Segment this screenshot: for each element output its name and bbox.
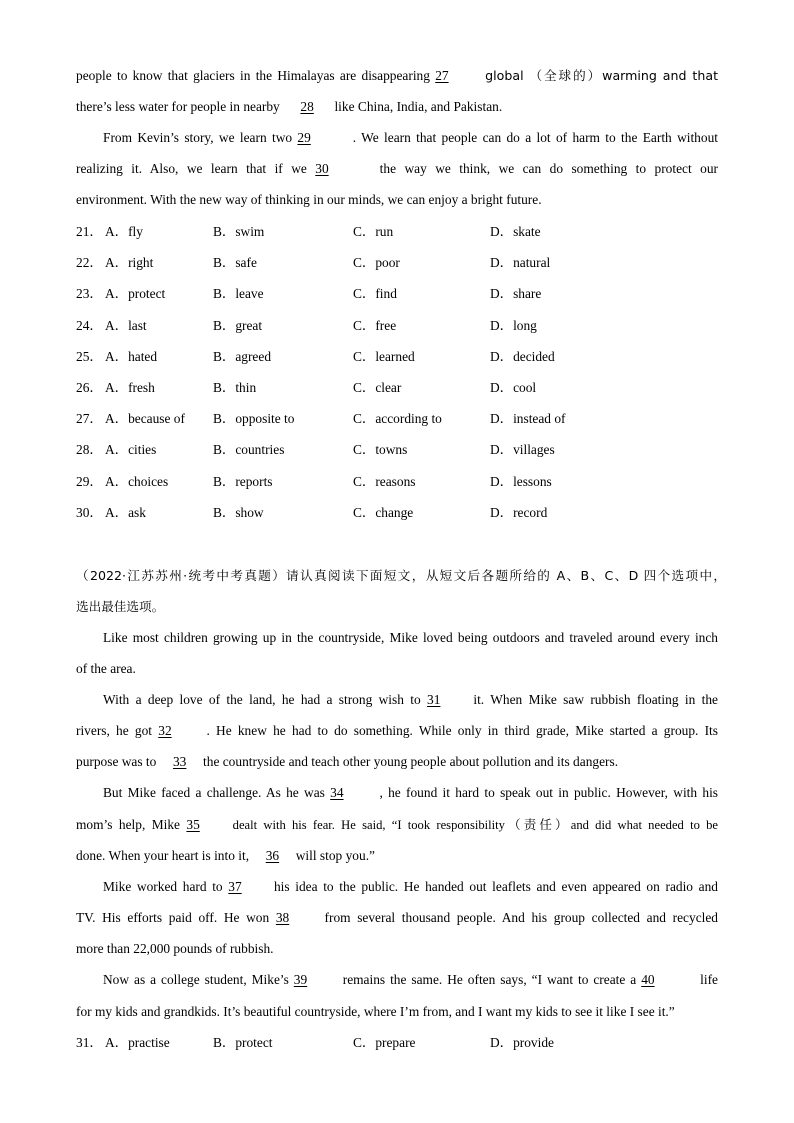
- option-a[interactable]: [105, 1033, 170, 1053]
- option-text: reasons: [375, 473, 416, 489]
- option-d[interactable]: [490, 1033, 554, 1053]
- option-d[interactable]: [490, 472, 552, 492]
- option-letter: B．: [213, 411, 236, 427]
- option-d[interactable]: [490, 440, 555, 460]
- option-letter: D．: [490, 411, 514, 427]
- option-a[interactable]: [105, 253, 153, 273]
- option-text: right: [128, 255, 154, 271]
- option-d[interactable]: [490, 378, 536, 398]
- option-text: cool: [513, 380, 537, 395]
- option-a[interactable]: [105, 284, 165, 304]
- option-text: show: [235, 504, 264, 520]
- option-text: towns: [375, 442, 408, 458]
- option-letter: B．: [213, 504, 236, 520]
- passage2-p4-line2: TV. His efforts paid off. He won 38 from several thousand people. And his group collected and recycled: [76, 908, 718, 928]
- option-letter: D．: [490, 380, 514, 395]
- option-c[interactable]: [353, 1033, 415, 1053]
- option-b[interactable]: [213, 222, 264, 242]
- passage2-p3-line3: done. When your heart is into it, 36 will stop you.”: [76, 846, 718, 866]
- option-letter: B．: [213, 255, 236, 271]
- passage2-p3-line1: But Mike faced a challenge. As he was 34 , he found it hard to speak out in public. However, with his: [103, 783, 718, 803]
- passage2-p1-line1: Like most children growing up in the countryside, Mike loved being outdoors and traveled around every inch: [103, 630, 718, 645]
- question-number: 23．: [76, 286, 103, 302]
- option-a[interactable]: [105, 472, 168, 492]
- passage1-line1: people to know that glaciers in the Himalayas are disappearing 27 global （全球的）warming and that: [76, 66, 718, 86]
- option-text: find: [375, 286, 397, 302]
- passage2-p5-line2: for my kids and grandkids. It’s beautiful countryside, where I’m from, and I want my kids to see it like I see it.”: [76, 1004, 675, 1019]
- blank-36: 36: [265, 848, 280, 863]
- blank-37: 37: [228, 879, 242, 894]
- option-text: ask: [128, 504, 146, 520]
- option-text: countries: [235, 442, 285, 458]
- passage1-para2-line3: environment. With the new way of thinking in our minds, we can enjoy a bright future.: [76, 192, 542, 207]
- option-a[interactable]: [105, 347, 157, 367]
- section2-header-line1: （2022·江苏苏州·统考中考真题）请认真阅读下面短文，从短文后各题所给的 A、B、C、D 四个选项中，: [76, 568, 726, 583]
- option-letter: C．: [353, 473, 376, 489]
- option-text: lessons: [513, 473, 552, 489]
- option-text: change: [375, 504, 414, 520]
- option-text: choices: [128, 473, 169, 489]
- option-b[interactable]: [213, 347, 271, 367]
- option-b[interactable]: [213, 503, 264, 523]
- option-c[interactable]: [353, 409, 442, 429]
- option-letter: D．: [490, 348, 514, 364]
- option-letter: A．: [105, 442, 129, 458]
- blank-34: 34: [330, 785, 344, 800]
- option-b[interactable]: [213, 409, 294, 429]
- option-letter: B．: [213, 1035, 236, 1050]
- passage2-p4-line3: more than 22,000 pounds of rubbish.: [76, 941, 274, 956]
- option-text: decided: [513, 348, 555, 364]
- passage2-p4-line1: Mike worked hard to 37 his idea to the public. He handed out leaflets and even appeared on radio and: [103, 877, 718, 897]
- passage1-para2-line2: realizing it. Also, we learn that if we 30 the way we think, we can do something to protect our: [76, 159, 718, 179]
- option-letter: D．: [490, 1035, 514, 1050]
- option-a[interactable]: [105, 440, 156, 460]
- option-text: long: [513, 317, 537, 333]
- option-c[interactable]: [353, 378, 401, 398]
- option-letter: A．: [105, 255, 129, 271]
- option-letter: A．: [105, 1035, 129, 1050]
- option-b[interactable]: [213, 440, 284, 460]
- passage2-p2-line3: purpose was to 33 the countryside and teach other young people about pollution and its dangers.: [76, 752, 718, 772]
- blank-40: 40: [641, 972, 655, 987]
- option-letter: C．: [353, 442, 376, 458]
- question-number: 31．: [76, 1035, 103, 1050]
- option-a[interactable]: [105, 222, 143, 242]
- option-text: protect: [128, 286, 166, 302]
- option-letter: B．: [213, 286, 236, 302]
- option-text: poor: [375, 255, 400, 271]
- option-a[interactable]: [105, 503, 146, 523]
- option-letter: D．: [490, 286, 514, 302]
- passage1-line2: there’s less water for people in nearby 28 like China, India, and Pakistan.: [76, 97, 718, 117]
- option-c[interactable]: [353, 440, 407, 460]
- option-text: thin: [235, 380, 257, 395]
- blank-29: 29: [297, 130, 311, 145]
- option-b[interactable]: [213, 253, 257, 273]
- option-text: opposite to: [235, 411, 295, 427]
- blank-33: 33: [172, 754, 187, 769]
- option-letter: D．: [490, 504, 514, 520]
- option-text: hated: [128, 348, 158, 364]
- option-letter: B．: [213, 473, 236, 489]
- option-a[interactable]: [105, 409, 185, 429]
- option-b[interactable]: [213, 378, 256, 398]
- option-letter: A．: [105, 348, 129, 364]
- option-text: according to: [375, 411, 442, 427]
- option-text: clear: [375, 380, 402, 395]
- option-letter: A．: [105, 317, 129, 333]
- option-text: provide: [513, 1035, 554, 1050]
- option-letter: B．: [213, 317, 236, 333]
- option-text: fresh: [128, 380, 155, 395]
- blank-27: 27: [435, 68, 449, 83]
- option-letter: C．: [353, 1035, 376, 1050]
- option-b[interactable]: [213, 1033, 273, 1053]
- option-text: swim: [235, 224, 265, 239]
- passage2-p5-line1: Now as a college student, Mike’s 39 remains the same. He often says, “I want to create a 40 life: [103, 970, 718, 990]
- question-number: 28．: [76, 442, 103, 458]
- option-text: skate: [513, 224, 541, 239]
- option-letter: A．: [105, 504, 129, 520]
- question-number: 27．: [76, 411, 103, 427]
- option-c[interactable]: [353, 503, 413, 523]
- option-letter: C．: [353, 224, 376, 239]
- option-text: record: [513, 504, 548, 520]
- option-text: reports: [235, 473, 273, 489]
- option-letter: A．: [105, 380, 129, 395]
- question-number: 25．: [76, 348, 103, 364]
- option-b[interactable]: [213, 472, 273, 492]
- option-letter: B．: [213, 348, 236, 364]
- option-text: natural: [513, 255, 551, 271]
- option-letter: A．: [105, 473, 129, 489]
- option-letter: B．: [213, 442, 236, 458]
- option-text: because of: [128, 411, 185, 427]
- option-text: great: [235, 317, 263, 333]
- blank-32: 32: [158, 723, 172, 738]
- question-number: 21．: [76, 224, 103, 239]
- option-c[interactable]: [353, 222, 393, 242]
- option-a[interactable]: [105, 378, 155, 398]
- question-number: 30．: [76, 504, 103, 520]
- option-d[interactable]: [490, 222, 541, 242]
- question-number: 26．: [76, 380, 103, 395]
- option-text: prepare: [375, 1035, 416, 1050]
- blank-39: 39: [293, 972, 308, 987]
- option-letter: C．: [353, 255, 376, 271]
- question-number: 29．: [76, 473, 103, 489]
- option-text: last: [128, 317, 147, 333]
- option-c[interactable]: [353, 253, 400, 273]
- option-letter: A．: [105, 286, 129, 302]
- option-text: run: [375, 224, 394, 239]
- blank-28: 28: [300, 99, 314, 114]
- option-b[interactable]: [213, 316, 262, 336]
- option-a[interactable]: [105, 316, 147, 336]
- option-letter: D．: [490, 317, 514, 333]
- option-d[interactable]: [490, 347, 555, 367]
- blank-35: 35: [186, 817, 200, 832]
- option-letter: A．: [105, 411, 129, 427]
- option-letter: D．: [490, 473, 514, 489]
- option-letter: B．: [213, 380, 236, 395]
- option-text: leave: [235, 286, 264, 302]
- option-letter: D．: [490, 442, 514, 458]
- option-c[interactable]: [353, 316, 396, 336]
- option-letter: B．: [213, 224, 236, 239]
- option-d[interactable]: [490, 503, 547, 523]
- option-letter: C．: [353, 504, 376, 520]
- option-text: villages: [513, 442, 555, 458]
- option-letter: C．: [353, 286, 376, 302]
- option-text: protect: [235, 1035, 273, 1050]
- option-letter: C．: [353, 380, 376, 395]
- option-d[interactable]: [490, 284, 541, 304]
- option-text: agreed: [235, 348, 272, 364]
- option-c[interactable]: [353, 284, 397, 304]
- option-text: practise: [128, 1035, 170, 1050]
- option-d[interactable]: [490, 253, 550, 273]
- option-text: free: [375, 317, 397, 333]
- option-letter: C．: [353, 348, 376, 364]
- option-d[interactable]: [490, 409, 566, 429]
- option-text: learned: [375, 348, 415, 364]
- option-letter: C．: [353, 317, 376, 333]
- passage2-p1-line2: of the area.: [76, 661, 136, 676]
- option-b[interactable]: [213, 284, 264, 304]
- passage2-p2-line1: With a deep love of the land, he had a strong wish to 31 it. When Mike saw rubbish floating in the: [103, 690, 718, 710]
- blank-31: 31: [427, 692, 441, 707]
- option-letter: A．: [105, 224, 129, 239]
- passage2-p3-line2: mom’s help, Mike 35 dealt with his fear. He said, “I took responsibility（责任）and did what needed to be: [76, 815, 718, 835]
- question-number: 22．: [76, 255, 103, 271]
- option-letter: D．: [490, 255, 514, 271]
- option-letter: D．: [490, 224, 514, 239]
- option-text: cities: [128, 442, 157, 458]
- option-text: safe: [235, 255, 257, 271]
- passage1-para2-line1: From Kevin’s story, we learn two 29 . We learn that people can do a lot of harm to the Earth without: [103, 128, 718, 148]
- option-text: share: [513, 286, 542, 302]
- option-c[interactable]: [353, 347, 415, 367]
- passage2-p2-line2: rivers, he got 32 . He knew he had to do something. While only in third grade, Mike started a group. Its: [76, 721, 718, 741]
- option-d[interactable]: [490, 316, 537, 336]
- blank-38: 38: [275, 910, 290, 925]
- section2-header-line2: 选出最佳选项。: [76, 599, 165, 614]
- option-text: fly: [128, 224, 143, 239]
- option-letter: C．: [353, 411, 376, 427]
- blank-30: 30: [315, 161, 329, 176]
- option-text: instead of: [513, 411, 566, 427]
- option-c[interactable]: [353, 472, 416, 492]
- question-number: 24．: [76, 317, 103, 333]
